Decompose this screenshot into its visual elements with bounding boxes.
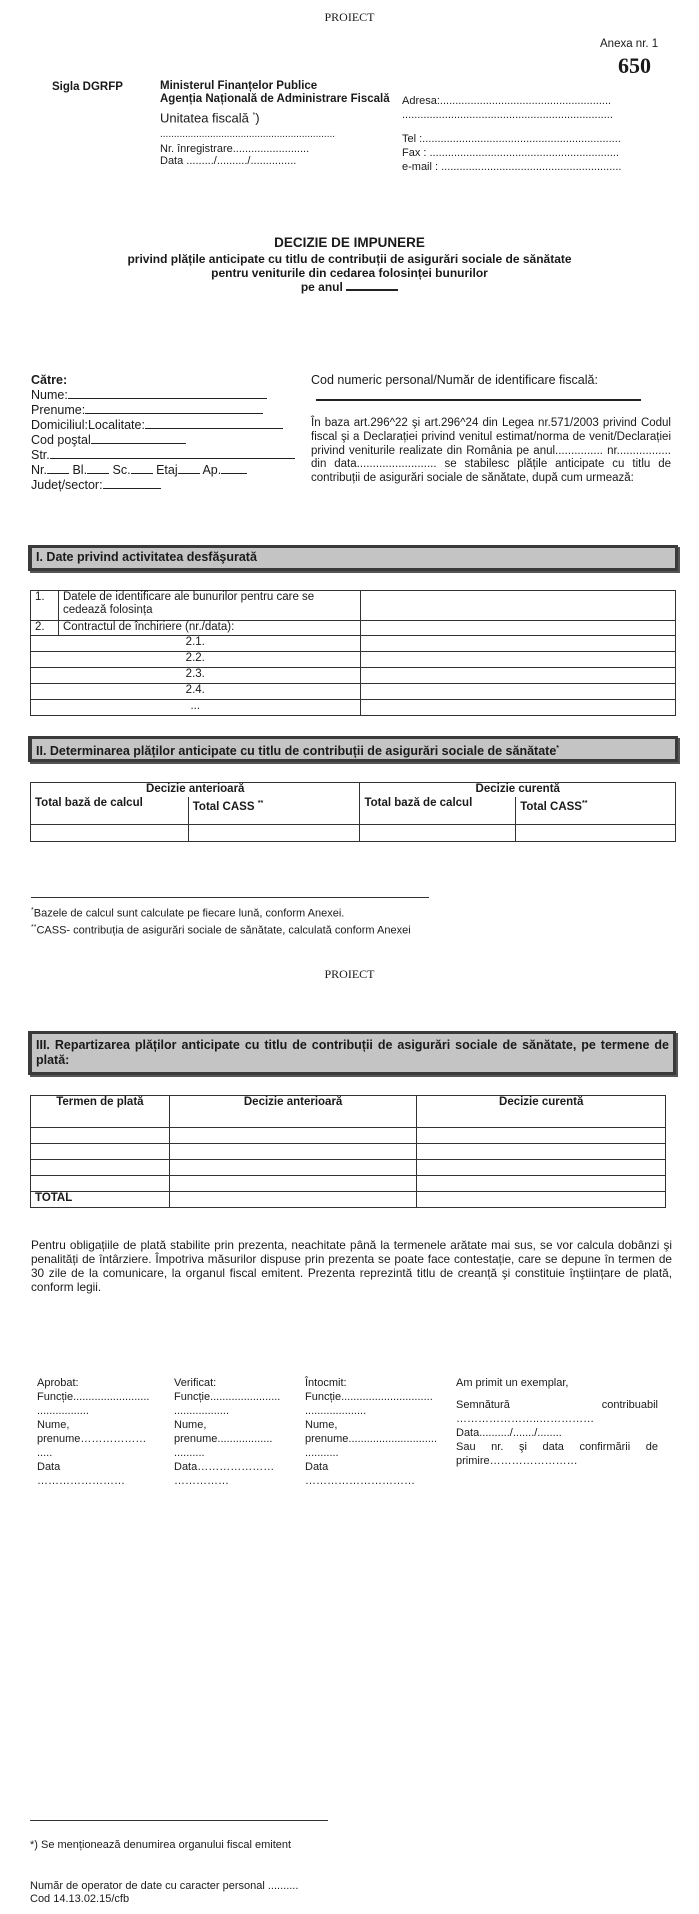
- table-header-row: Termen de plată Decizie anterioară Decizie curentă: [31, 1096, 666, 1128]
- address-numbers-row: Nr. Bl. Sc. Etaj Ap.: [31, 463, 301, 478]
- table-row: 2.3.: [31, 668, 676, 684]
- verified-date-field[interactable]: Data…………………: [174, 1461, 275, 1473]
- due-date-cell[interactable]: [31, 1144, 170, 1160]
- table-header-row: Total bază de calcul Total CASS ** Total bază de calcul Total CASS**: [31, 797, 676, 825]
- fax-field[interactable]: Fax : ..............................................................: [402, 147, 619, 159]
- data-operator-number: Număr de operator de date cu caracter personal ..........: [30, 1880, 299, 1892]
- block-field[interactable]: [87, 463, 109, 474]
- table-row: [31, 1176, 666, 1192]
- curr-decision-cell[interactable]: [417, 1144, 666, 1160]
- prepared-function-field[interactable]: Funcție..............................: [305, 1391, 433, 1403]
- table-total-row: [31, 1192, 666, 1208]
- lease-2-1-cell[interactable]: [360, 636, 675, 652]
- table-row: [31, 825, 676, 842]
- year-field[interactable]: [346, 280, 398, 291]
- logo-placeholder: Sigla DGRFP: [52, 81, 123, 93]
- taxpayer-signature-field[interactable]: …………………..……………: [456, 1413, 595, 1425]
- table-row: [31, 1128, 666, 1144]
- address-field-line2[interactable]: .....................................................................: [402, 109, 613, 121]
- prepared-date-field[interactable]: …………………………: [305, 1475, 415, 1487]
- cnp-field[interactable]: [316, 398, 641, 401]
- email-field[interactable]: e-mail : ...........................................................: [402, 161, 622, 173]
- table-row: [31, 1160, 666, 1176]
- locality-field[interactable]: [145, 418, 283, 429]
- total-label: TOTAL: [31, 1192, 170, 1208]
- lease-2-2-cell[interactable]: [360, 652, 675, 668]
- lease-contract-cell[interactable]: [360, 621, 675, 636]
- section-2-header: II. Determinarea plăților anticipate cu titlu de contribuții de asigurări sociale de sănătate*: [28, 736, 678, 762]
- approved-function-field[interactable]: Funcție.........................: [37, 1391, 150, 1403]
- footnote-divider: [31, 897, 429, 898]
- cnp-label: Cod numeric personal/Număr de identificare fiscală:: [311, 373, 598, 387]
- prepared-name-field[interactable]: prenume.............................: [305, 1433, 438, 1445]
- table-row: 2.1.: [31, 636, 676, 652]
- prev-decision-cell[interactable]: [169, 1144, 417, 1160]
- curr-decision-cell[interactable]: [417, 1128, 666, 1144]
- issuer-block: [160, 80, 390, 167]
- draft-label: PROIECT: [324, 10, 375, 24]
- due-date-cell[interactable]: [31, 1128, 170, 1144]
- issuer-footnote: *) Se menționează denumirea organului fiscal emitent: [30, 1839, 292, 1851]
- due-date-cell[interactable]: [31, 1160, 170, 1176]
- lease-more-cell[interactable]: [360, 700, 675, 716]
- due-date-cell[interactable]: [31, 1176, 170, 1192]
- table-row: 2. Contractul de închiriere (nr./data):: [31, 621, 676, 636]
- name-field[interactable]: [68, 388, 267, 399]
- table-row: 2.4.: [31, 684, 676, 700]
- signature-prepared: Întocmit: Funcție.............................. .................... Nume, prenume............................. ........... Data …………………………: [305, 1376, 445, 1488]
- annex-label: Anexa nr. 1: [600, 38, 659, 50]
- table-row: 1. Datele de identificare ale bunurilor pentru care se cedează folosința: [31, 591, 676, 621]
- curr-base-cell[interactable]: [360, 825, 516, 842]
- fiscal-unit: Unitatea fiscală *): [160, 110, 260, 126]
- ministry-name: Ministerul Finanțelor Publice: [160, 80, 318, 92]
- approved-date-field[interactable]: ……………………: [37, 1475, 125, 1487]
- tel-field[interactable]: Tel :.................................................................: [402, 133, 621, 145]
- floor-field[interactable]: [178, 463, 200, 474]
- prev-decision-cell[interactable]: [169, 1176, 417, 1192]
- street-field[interactable]: [50, 448, 295, 459]
- legal-basis-text: În baza art.296^22 şi art.296^24 din Legea nr.571/2003 privind Codul fiscal şi a Declarației privind venitul estimat/norma de venit/Declarației privind veniturile realizate din România pe anul............... nr................. din data......................... se stabilesc plățile anticipate cu titlu de contribuții de asigurări sociale de sănătate, după cum urmează:: [311, 417, 671, 485]
- section-1-header: I. Date privind activitatea desfăşurată: [28, 545, 678, 571]
- first-name-field[interactable]: [85, 403, 263, 414]
- total-curr-cell[interactable]: [417, 1192, 666, 1208]
- draft-label-page2: PROIECT: [324, 967, 375, 981]
- verified-name-field[interactable]: prenume..................: [174, 1433, 273, 1445]
- verified-function-field[interactable]: Funcție.......................: [174, 1391, 281, 1403]
- prev-decision-cell[interactable]: [169, 1128, 417, 1144]
- prev-base-cell[interactable]: [31, 825, 189, 842]
- form-code: Cod 14.13.02.15/cfb: [30, 1893, 130, 1905]
- postal-code-field[interactable]: [91, 433, 186, 444]
- table-row: 2.2.: [31, 652, 676, 668]
- fiscal-unit-field[interactable]: ...............................................................: [160, 129, 336, 141]
- activity-table: [30, 590, 676, 716]
- bottom-footnote-divider: [30, 1820, 328, 1821]
- contributions-table: [30, 782, 676, 842]
- document-title: DECIZIE DE IMPUNERE: [274, 235, 425, 250]
- table-row: [31, 1144, 666, 1160]
- document-subtitle: privind plățile anticipate cu titlu de contribuții de asigurări sociale de sănătate pentru veniturile din cedarea folosinței bunurilor pe anul: [127, 252, 572, 294]
- address-field[interactable]: Adresa:........................................................: [402, 95, 612, 107]
- total-prev-cell[interactable]: [169, 1192, 417, 1208]
- staircase-field[interactable]: [131, 463, 153, 474]
- section-3-header: III. Repartizarea plăților anticipate cu titlu de contribuții de asigurări sociale de sănătate, pe termene de plată:: [28, 1031, 676, 1075]
- property-id-cell[interactable]: [360, 591, 675, 621]
- recipient-heading: Către:: [31, 373, 68, 387]
- approved-name-field[interactable]: prenume………………: [37, 1433, 147, 1445]
- legal-notice: Pentru obligațiile de plată stabilite prin prezenta, neachitate până la termenele arătate mai sus, se vor calcula dobânzi şi penalități de întârziere. Împotriva măsurilor dispuse prin prezenta se poate face contestație, care se depune în termen de 30 zile de la comunicare, la organul fiscal emitent. Prezenta reprezintă titlu de creanță şi constituie înştiințare de plată, conform legii.: [31, 1238, 672, 1294]
- receipt-confirmation-field[interactable]: Sau nr. şi data confirmării de primire……………………: [456, 1441, 658, 1467]
- form-number: 650: [618, 53, 651, 78]
- receipt-date-field[interactable]: Data........../......./........: [456, 1427, 562, 1439]
- receipt-block: Am primit un exemplar, Semnătură contribuabil …………………..…………… Data........../......./........ Sau nr. şi data confirmării de primire……………………: [456, 1377, 658, 1467]
- curr-cass-cell[interactable]: [516, 825, 676, 842]
- table-row: ...: [31, 700, 676, 716]
- curr-decision-cell[interactable]: [417, 1160, 666, 1176]
- prev-decision-cell[interactable]: [169, 1160, 417, 1176]
- recipient-block: Către: Nume: Prenume: Domiciliul:Localitate: Cod poştal Str. Nr. Bl. Sc. Etaj Ap. Județ/sector:: [31, 373, 301, 493]
- lease-2-4-cell[interactable]: [360, 684, 675, 700]
- contact-block: [402, 94, 664, 174]
- signature-verified: Verificat: Funcție....................... .................. Nume, prenume.................. .......... Data………………… ……………: [174, 1376, 299, 1488]
- footnotes: *Bazele de calcul sunt calculate pe fiecare lună, conform Anexei. **CASS- contribuția de asigurări sociale de sănătate, calculată conform Anexei: [31, 907, 411, 937]
- registration-number-field[interactable]: Nr. înregistrare.........................: [160, 143, 310, 156]
- prev-cass-cell[interactable]: [188, 825, 360, 842]
- curr-decision-cell[interactable]: [417, 1176, 666, 1192]
- receipt-heading: Am primit un exemplar,: [456, 1377, 569, 1389]
- number-field[interactable]: [47, 463, 69, 474]
- county-field[interactable]: [103, 478, 161, 489]
- table-header-row: Decizie anterioară Decizie curentă: [31, 783, 676, 797]
- agency-name: Agenția Națională de Administrare Fiscală: [160, 93, 390, 105]
- signature-approved: Aprobat: Funcție......................... ................. Nume, prenume……………… ..... Data ……………………: [37, 1376, 162, 1488]
- payment-schedule-table: [30, 1095, 666, 1208]
- lease-2-3-cell[interactable]: [360, 668, 675, 684]
- apartment-field[interactable]: [221, 463, 247, 474]
- registration-date-field[interactable]: Data ........./........../...............: [160, 155, 297, 168]
